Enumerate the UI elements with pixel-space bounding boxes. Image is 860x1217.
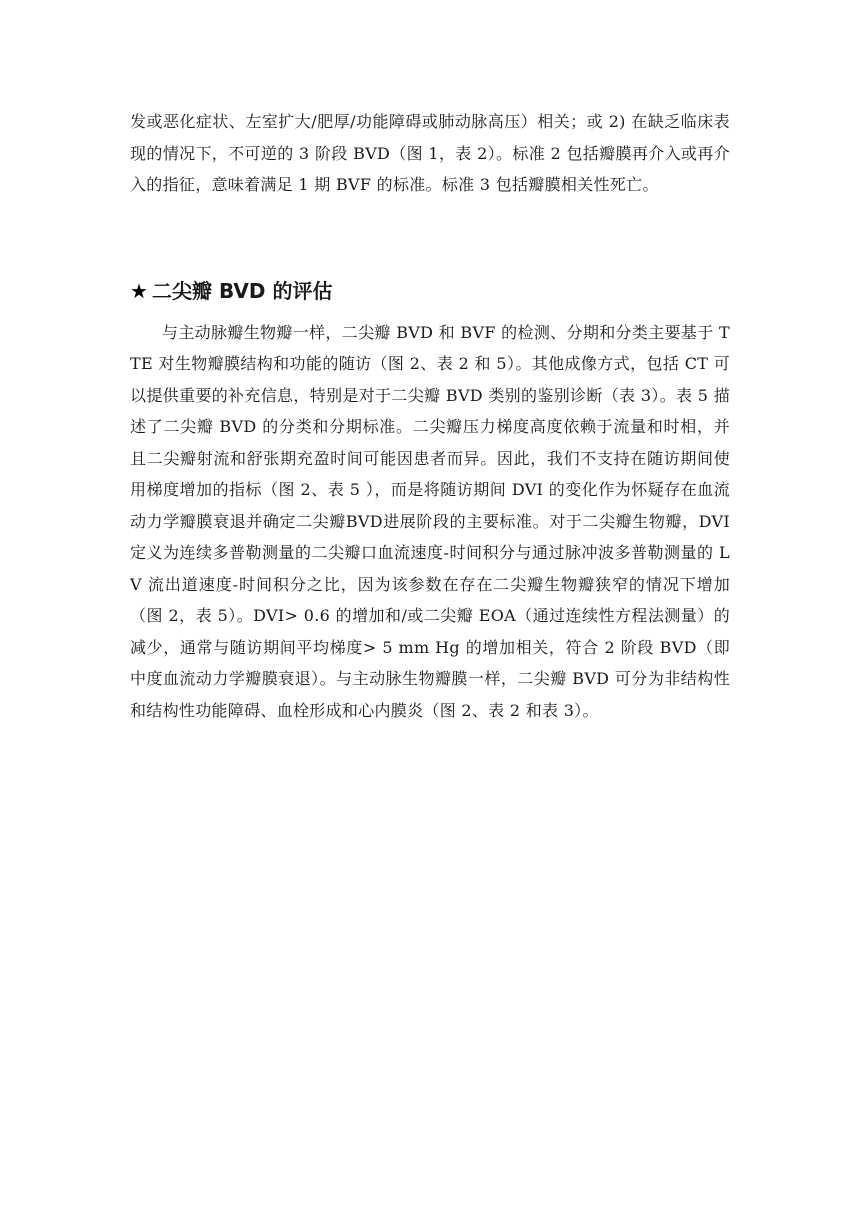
page-content xyxy=(130,106,730,726)
star-icon: ★ xyxy=(130,278,148,303)
section-body-paragraph: 与主动脉瓣生物瓣一样，二尖瓣 BVD 和 BVF 的检测、分期和分类主要基于 TTE 对生物瓣膜结构和功能的随访（图 2、表 2 和 5）。其他成像方式，包括 CT 可以提供重要的补充信息，特别是对于二尖瓣 BVD 类别的鉴别诊断（表 3）。表 5 描述了二尖瓣 BVD 的分类和分期标准。二尖瓣压力梯度高度依赖于流量和时相，并且二尖瓣射流和舒张期充盈时间可能因患者而异。因此，我们不支持在随访期间使用梯度增加的指标（图 2、表 5 ），而是将随访期间 DVI 的变化作为怀疑存在血流动力学瓣膜衰退并确定二尖瓣BVD进展阶段的主要标准。对于二尖瓣生物瓣，DVI 定义为连续多普勒测量的二尖瓣口血流速度-时间积分与通过脉冲波多普勒测量的 LV 流出道速度-时间积分之比，因为该参数在存在二尖瓣生物瓣狭窄的情况下增加（图 2，表 5）。DVI> 0.6 的增加和/或二尖瓣 EOA（通过连续性方程法测量）的减少，通常与随访期间平均梯度> 5 mm Hg 的增加相关，符合 2 阶段 BVD（即中度血流动力学瓣膜衰退）。与主动脉生物瓣膜一样，二尖瓣 BVD 可分为非结构性和结构性功能障碍、血栓形成和心内膜炎（图 2、表 2 和表 3）。 xyxy=(130,322,730,720)
section-heading xyxy=(130,276,730,306)
intro-paragraph: 发或恶化症状、左室扩大/肥厚/功能障碍或肺动脉高压）相关；或 2) 在缺乏临床表现的情况下，不可逆的 3 阶段 BVD（图 1，表 2）。标准 2 包括瓣膜再介入或再介入的指征，意味着满足 1 期 BVF 的标准。标准 3 包括瓣膜相关性死亡。 xyxy=(130,112,730,194)
section-title: 二尖瓣 BVD 的评估 xyxy=(152,278,333,303)
